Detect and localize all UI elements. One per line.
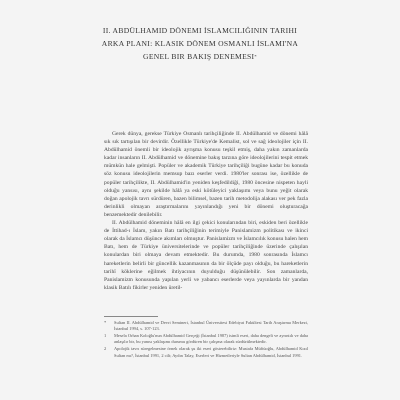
footnote-mark: * — [104, 320, 107, 325]
footnote — [104, 320, 308, 332]
footnote — [104, 333, 308, 345]
footnote-mark: 2 — [104, 346, 107, 352]
paragraph: Gerek dünya, gerekse Türkiye Osmanlı tarihçiliğinde II. Abdülhamid ve dönemi hâlâ sık sık tartışılan bir devirdir. Özellikle Türkiye'de Kemalist, sol ve sağ ideolojiler için II. Abdülhamid önemli bir ideolojik ayrışma konusu teşkil etmiş, daha yakın zamanlarda kadar insanların II. Abdülhamid ve dönemine bakış tarzına göre ideolojilerini tespit etmek mümkün hale gelmişti. Popüler ve akademik Türkiye tarihçiliği bugüne kadar bu konuda söz konusu ideolojilerin memsup bazı eserler verdi. 1980'ler sonrası ise, özellikle de popüler tarihçilikte, II. Abdülhamid'in yeniden keşfedildiği, 1980 öncesine nispeten hayli olduğu yansısı, aynı şekilde hâlâ ya eski kötüleyici yaklaşımı veya bunu yeğit olarak doğan apolojik tavrı sürdüren, bazen bilimsel, bazen tarih metodolija alakası ver pek fazla derinlikli olmayan araştırmalarını yayınlandığı yeni bir dönemi oluşturacağa benzemektedir denilebilir. — [104, 131, 308, 218]
chapter-title-text: II. ABDÜLHAMID DÖNEMI İSLAMCILIĞININ TARIHI ARKA PLANI: KLASIK DÖNEM OSMANLI İSLAMI'NA GENEL BIR BAKIŞ DENEMESI — [101, 26, 299, 61]
chapter-title — [100, 24, 300, 63]
footnotes — [104, 320, 308, 360]
footnote-text: Mesela Orhan Koloğlu'nun Abdülhamid Gerçeği (İstanbul 1987) isimli eseri, daha dengeli ve ayrıntılı ve daha anlaşılır bir, bu yanısı yaklaşımı durumu gördüren bir çalışma olarak sürdürülmektedir. — [114, 333, 308, 345]
paragraph: II. Abdülhamid döneminin hâlâ en ilgi çekici konularından biri, eskiden beri özellikle de İttihad-ı İslam, yakın Batı tarihçiliğinin terimiyle Panislamizm politikası ve ikinci olarak da İslamcı düşünce akımları olmuştur. Panislamizm ve İslamcılık konusu halen hem Batı, hem de Türkiye üniversitelerinde ve popüler tarihçiliğinde üzerinde çalışılan konulardan biri olmaya devam etmektedir. Bu durumda, 1980 sonrasında İslamcı hareketlerin belirli bir güncellik kazanmasının da bir ölçüde payı olduğu, bu hareketlerin tarihî köklerine eğilmek ihtiyacının duyulduğu düşünülebilir. Son zamanlarda, Panislamizm konusunda yapılan yerli ve yabancı eserlerde veya yayınlarda bir yandan klasik Batılı fikirler yeniden üretil- — [104, 220, 308, 291]
footnote-divider — [104, 316, 158, 317]
footnote — [104, 346, 308, 358]
footnote-text: Apolojik tavrı süregelmesine örnek olarak şu iki eseri gösterebiliriz: Mustafa Müftüoğlu, Abdülhamid Kızıl Sultan mı?, İstanbul 1991, 2 cilt; Aydın Talay, Eserleri ve Hizmetleriyle Sultan Abdülhamid, İstanbul 1991. — [114, 346, 308, 358]
footnote-mark: 1 — [104, 333, 107, 339]
footnote-text: Sultan II. Abdülhamid ve Devri Semineri, İstanbul Üniversitesi Edebiyat Fakültesi Tarih Araştırma Merkezi, İstanbul 1994, s. 107-123. — [114, 320, 308, 332]
body-text — [104, 130, 308, 292]
chapter-title-footnote-marker: * — [254, 54, 257, 59]
